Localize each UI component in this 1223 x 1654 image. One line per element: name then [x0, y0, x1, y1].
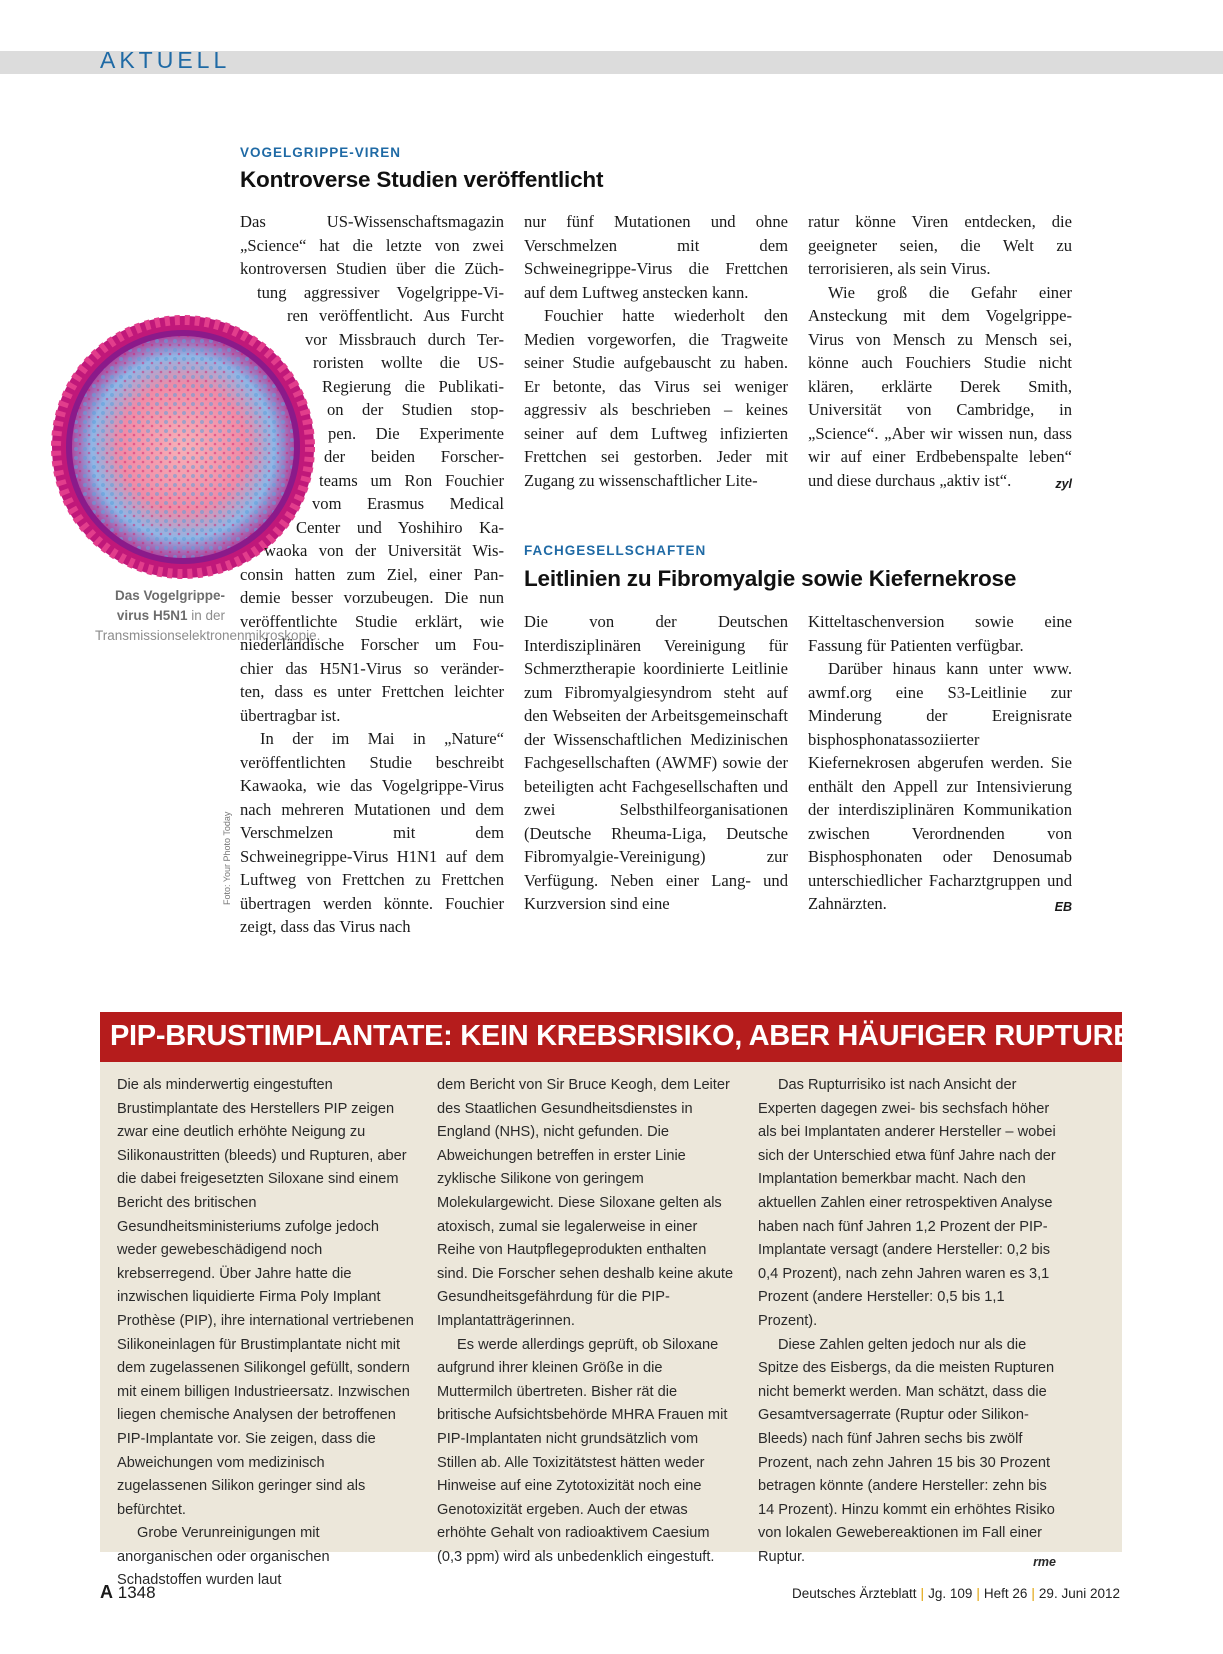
article2-headline: Leitlinien zu Fibromyalgie sowie Kiefernekrose [524, 566, 1017, 591]
text-line: vom Erasmus Medical [312, 494, 504, 513]
text-line: waoka von der Universität Wis- [264, 541, 504, 560]
journal-footer [792, 1586, 1120, 1601]
separator: | [1031, 1586, 1035, 1601]
text-line: Das US-Wissenschaftsmagazin [240, 212, 504, 231]
text-line: on der Studien stop- [327, 400, 504, 419]
text-line: pen. Die Experimente [328, 423, 504, 443]
info-box-title: PIP-BRUSTIMPLANTATE: KEIN KREBSRISIKO, ABER HÄUFIGER RUPTUREN [110, 1020, 1153, 1052]
paragraph [808, 657, 1072, 916]
box-column-2 [437, 1074, 734, 1569]
info-box-title-bar [100, 1012, 1153, 1062]
text-line: chier das H5N1-Virus so veränder- [240, 658, 504, 678]
image-caption [95, 586, 321, 646]
section-label: AKTUELL [100, 47, 231, 73]
journal-date: 29. Juni 2012 [1038, 1586, 1120, 1601]
text-line: Regierung die Publikati- [322, 376, 504, 396]
paragraph: In der im Mai in „Nature“ veröffentlichten Studie beschreibt Kawaoka, wie das Vogelgrippe-Virus nach mehreren Mutationen und dem Verschmelzen mit dem Schweinegrippe-Virus H1N1 auf dem Luftweg von Frettchen zu Frettchen übertragen werden könnte. Fouchier zeigt, dass das Virus nach [240, 729, 504, 936]
text-line: Center und Yoshihiro Ka- [296, 517, 504, 537]
article1-column-2 [524, 210, 788, 492]
article1-kicker: VOGELGRIPPE-VIREN [240, 145, 402, 160]
text-line: roristen wollte die US- [313, 353, 504, 372]
box-column-3 [758, 1074, 1056, 1574]
article1-headline: Kontroverse Studien veröffentlicht [240, 167, 604, 192]
box-column-1 [117, 1074, 414, 1593]
paragraph: Grobe Verunreinigungen mit anorganischen oder organischen Schadstoffen wurden laut [117, 1525, 330, 1589]
text-line: consin hatten zum Ziel, einer Pan- [240, 564, 504, 584]
journal-name: Deutsches Ärzteblatt [791, 1586, 917, 1601]
paragraph: Kitteltaschenversion sowie eine Fassung für Patienten verfügbar. [808, 612, 1072, 655]
text-line: ren veröffentlicht. Aus Furcht [287, 306, 504, 325]
article1-column-1 [240, 210, 504, 939]
author-signature: rme [1033, 1554, 1056, 1569]
text-line: niederländische Forscher um Fou- [240, 635, 504, 654]
paragraph: nur fünf Mutationen und ohne Verschmelzen mit dem Schweinegrippe-Virus die Frettchen auf dem Luftweg anstecken kann. [524, 212, 788, 302]
paragraph: ratur könne Viren entdecken, die geeigneter seien, die Welt zu terrorisieren, als sein Virus. [808, 212, 1072, 278]
journal-issue: Heft 26 [983, 1586, 1028, 1601]
article2-column-2 [808, 610, 1072, 920]
separator: | [976, 1586, 980, 1601]
paragraph-text: Darüber hinaus kann unter www. awmf.org eine S3-Leitlinie zur Minderung der Ereignisrate bisphosphonatassoziierter Kiefernekrosen abgerufen werden. Sie enthält den Appell zur Intensivierung der interdisziplinären Kommunikation zwischen Verordnenden von Bisphosphonaten oder Denosumab unterschiedlicher Facharztgruppen und Zahnärzten. [808, 659, 1072, 913]
photo-credit: Foto: Your Photo Today [222, 811, 232, 905]
page-prefix: A [100, 1582, 113, 1602]
text-line: veröffentlichte Studie erklärt, wie [240, 611, 504, 631]
paragraph [808, 281, 1072, 493]
text-line: übertragbar ist. [240, 705, 341, 725]
paragraph: dem Bericht von Sir Bruce Keogh, dem Leiter des Staatlichen Gesundheitsdienstes in England (NHS), nicht gefunden. Die Abweichungen betreffen in erster Linie zyklische Silikone von geringem Molekulargewicht. Diese Siloxane gelten als atoxisch, zumal sie legalerweise in einer Reihe von Hautpflegeprodukten enthalten sind. Die Forscher sehen deshalb keine akute Gesundheitsgefährdung für die PIP-Implantatträgerinnen. [437, 1077, 734, 1329]
text-line: vor Missbrauch durch Ter- [305, 329, 504, 349]
article1-column-3 [808, 210, 1072, 496]
paragraph [758, 1334, 1056, 1570]
article2-column-1 [524, 610, 788, 916]
paragraph: Das Rupturrisiko ist nach Ansicht der Experten dagegen zwei- bis sechsfach höher als bei Implantaten anderer Hersteller – wobei sich der Unterschied etwa fünf Jahre nach der Implantation bemerkbar macht. Nach den aktuellen Zahlen einer retrospektiven Analyse haben nach fünf Jahren 1,2 Prozent der PIP-Implantate versagt (andere Hersteller: 0,2 bis 0,4 Prozent), nach zehn Jahren waren es 3,1 Prozent (andere Hersteller: 0,5 bis 1,1 Prozent). [758, 1077, 1056, 1329]
journal-volume: Jg. 109 [928, 1586, 973, 1601]
article2-kicker: FACHGESELLSCHAFTEN [524, 543, 707, 558]
paragraph: Die von der Deutschen Interdisziplinären Vereinigung für Schmerztherapie koordinierte Leitlinie zum Fibromyalgiesyndrom steht auf den Webseiten der Arbeitsgemeinschaft der Wissenschaftlichen Medizinischen Fachgesellschaften (AWMF) sowie der beteiligten acht Fachgesellschaften und zwei Selbsthilfeorganisationen (Deutsche Rheuma-Liga, Deutsche Fibromyalgie-Vereinigung) zur Verfügung. Neben einer Lang- und Kurzversion sind eine [524, 612, 788, 913]
paragraph: Es werde allerdings geprüft, ob Siloxane aufgrund ihrer kleinen Größe in die Muttermilch übertreten. Bisher rät die britische Aufsichtsbehörde MHRA Frauen mit PIP-Implantaten nicht grundsätzlich vom Stillen ab. Alle Toxizitätstest hätten weder Hinweise auf eine Zytotoxizität noch eine Genotoxizität ergeben. Auch der etwas erhöhte Gehalt von radioaktivem Caesium (0,3 ppm) wird als unbedenklich eingestuft. [437, 1336, 728, 1565]
caption-bold: Das Vogelgrippe-virus H5N1 [114, 588, 225, 623]
separator: | [920, 1586, 925, 1601]
caption-text: in der Transmissionselektronenmikroskopie. [95, 608, 321, 643]
text-line: teams um Ron Fouchier [319, 470, 504, 490]
text-line: „Science“ hat die letzte von zwei [240, 235, 504, 255]
author-signature: zyl [1055, 476, 1072, 491]
author-signature: EB [1054, 900, 1072, 914]
paragraph: Die als minderwertig eingestuften Brustimplantate des Herstellers PIP zeigen zwar eine deutlich erhöhte Neigung zu Silikonaustritten (bleeds) und Rupturen, aber die dabei freigesetzten Siloxane sind einem Bericht des britischen Gesundheitsministeriums zufolge jedoch weder gewebeschädigend noch krebserregend. Über Jahre hatte die inzwischen liquidierte Firma Poly Implant Prothèse (PIP), ihre international vertriebenen Silikoneinlagen für Brustimplantate nicht mit dem zugelassenen Silikongel gefüllt, sondern mit einem billigen Industrieersatz. Inzwischen liegen chemische Analysen der betroffenen PIP-Implantate vor. Sie zeigen, dass die Abweichungen vom medizinisch zugelassenen Silikon geringer sind als befürchtet. [117, 1077, 414, 1518]
paragraph-text: Wie groß die Gefahr einer Ansteckung mit dem Vogelgrippe-Virus von Mensch zu Mensch sei, könne auch Fouchiers Studie nicht klären, erklärte Derek Smith, Universität von Cambridge, in „Science“. „Aber wir wissen nun, dass wir auf einer Erdbebenspalte leben“ und diese durchaus „aktiv ist“. [808, 282, 1072, 490]
text-line: kontroversen Studien über die Züch- [240, 259, 504, 278]
text-line: ten, dass es unter Frettchen leichter [240, 682, 504, 701]
text-line: demie besser vorzubeugen. Die nun [240, 588, 504, 607]
paragraph: Fouchier hatte wiederholt den Medien vorgeworfen, die Tragweite seiner Studie aufgebauscht zu haben. Er betonte, das Virus sei weniger aggressiv als beschrieben – keines seiner auf dem Luftweg infizierten Frettchen sei gestorben. Jeder mit Zugang zu wissenschaftlicher Lite- [524, 306, 788, 490]
page-number [100, 1582, 156, 1603]
paragraph-text: Diese Zahlen gelten jedoch nur als die Spitze des Eisbergs, da die meisten Rupturen nicht bemerkt werden. Man schätzt, dass die Gesamtversagerrate (Ruptur oder Silikon-Bleeds) nach fünf Jahren sechs bis zwölf Prozent, nach zehn Jahren 15 bis 30 Prozent betragen könnte (andere Hersteller: zehn bis 14 Prozent). Hinzu kommt ein erhöhtes Risiko von lokalen Gewebereaktionen im Fall einer Ruptur. [758, 1336, 1055, 1565]
text-line: tung aggressiver Vogelgrippe-Vi- [257, 282, 504, 302]
page-number-value: 1348 [117, 1583, 156, 1602]
text-line: der beiden Forscher- [324, 447, 504, 466]
